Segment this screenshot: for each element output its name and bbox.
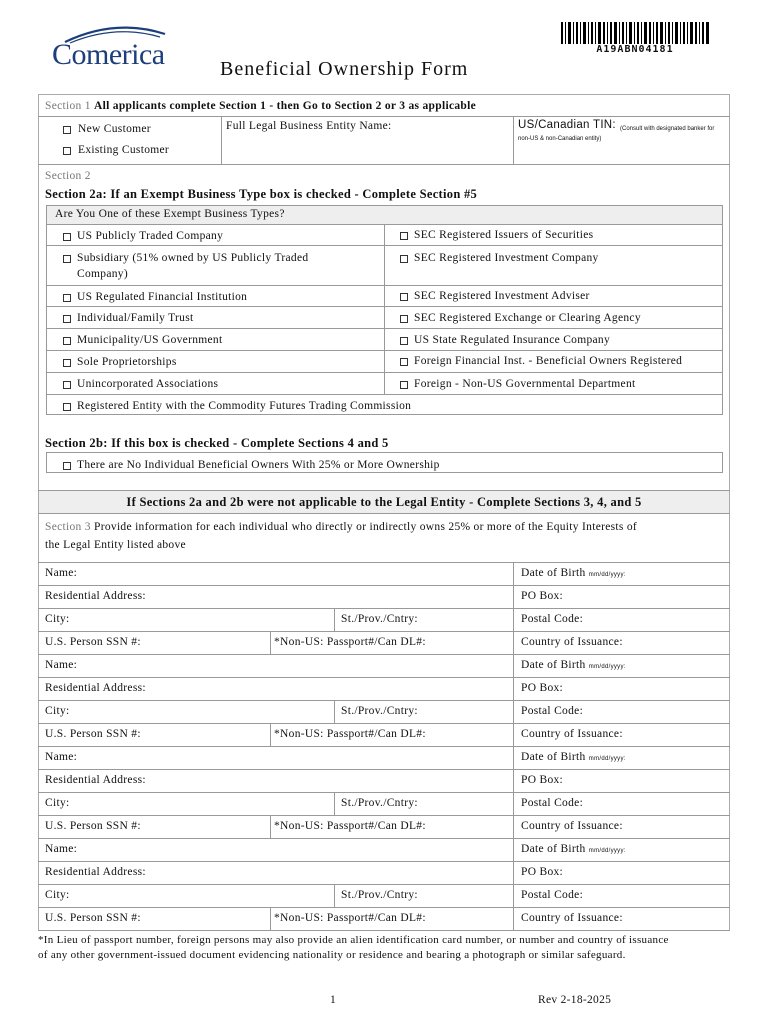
- owner-passport-label: *Non-US: Passport#/Can DL#:: [274, 820, 426, 832]
- insurance-company-checkbox[interactable]: [400, 337, 408, 345]
- option-label: Sole Proprietorships: [77, 356, 177, 368]
- owner-passport-label: *Non-US: Passport#/Can DL#:: [274, 728, 426, 740]
- family-trust-checkbox[interactable]: [63, 315, 71, 323]
- subsidiary-checkbox[interactable]: [63, 255, 71, 263]
- owner-postal-label: Postal Code:: [521, 797, 584, 809]
- option-label: Foreign Financial Inst. - Beneficial Owners Registered: [414, 355, 683, 367]
- sec-investment-adviser-checkbox[interactable]: [400, 293, 408, 301]
- option-label: There are No Individual Beneficial Owners With 25% or More Ownership: [77, 459, 440, 471]
- section2b-heading: Section 2b: If this box is checked - Complete Sections 4 and 5: [45, 436, 389, 450]
- owner-address-label: Residential Address:: [45, 590, 146, 602]
- option-label: US Regulated Financial Institution: [77, 291, 248, 303]
- owner-pobox-label: PO Box:: [521, 866, 564, 878]
- option-label: Registered Entity with the Commodity Futures Trading Commission: [77, 400, 412, 412]
- owner-city-input[interactable]: [80, 609, 330, 630]
- owner-pobox-label: PO Box:: [521, 590, 564, 602]
- comerica-logo: [52, 24, 192, 72]
- owner-state-label: St./Prov./Cntry:: [341, 705, 418, 717]
- footnote-line1: *In Lieu of passport number, foreign persons may also provide an alien identification card number, or number and country of issuance: [38, 934, 669, 946]
- owner-name-label: Name:: [45, 659, 78, 671]
- owner-address-input[interactable]: [160, 770, 510, 791]
- option-label: US State Regulated Insurance Company: [414, 334, 611, 346]
- us-public-company-checkbox[interactable]: [63, 233, 71, 241]
- owner-issuance-label: Country of Issuance:: [521, 636, 623, 648]
- owner-address-input[interactable]: [160, 862, 510, 883]
- exempt-question: Are You One of these Exempt Business Types?: [55, 208, 285, 220]
- section2-label: Section 2: [45, 170, 91, 182]
- owner-dob-label: Date of Birth mm/dd/yyyy:: [521, 659, 626, 671]
- owner-ssn-label: U.S. Person SSN #:: [45, 820, 141, 832]
- owner-ssn-label: U.S. Person SSN #:: [45, 912, 141, 924]
- option-label: Foreign - Non-US Governmental Department: [414, 378, 636, 390]
- owner-passport-label: *Non-US: Passport#/Can DL#:: [274, 912, 426, 924]
- section2a-heading: Section 2a: If an Exempt Business Type box is checked - Complete Section #5: [45, 187, 478, 201]
- owner-city-label: City:: [45, 797, 70, 809]
- owner-city-input[interactable]: [80, 793, 330, 814]
- section3-intro: Section 3 Provide information for each individual who directly or indirectly owns 25% or more of the Equity Interests of: [45, 521, 638, 533]
- owner-postal-label: Postal Code:: [521, 889, 584, 901]
- owner-name-label: Name:: [45, 843, 78, 855]
- municipality-checkbox[interactable]: [63, 337, 71, 345]
- tin-input[interactable]: [517, 138, 725, 162]
- owner-dob-label: Date of Birth mm/dd/yyyy:: [521, 751, 626, 763]
- owner-name-input[interactable]: [120, 747, 510, 768]
- owner-name-input[interactable]: [120, 563, 510, 584]
- form-title: Beneficial Ownership Form: [220, 58, 469, 80]
- owner-address-label: Residential Address:: [45, 866, 146, 878]
- tin-note: (Consult with designated banker for non-US & non-Canadian entity): [518, 126, 715, 142]
- owner-address-input[interactable]: [160, 586, 510, 607]
- owner-city-label: City:: [45, 705, 70, 717]
- new-customer-label: New Customer: [78, 123, 151, 135]
- owner-name-label: Name:: [45, 751, 78, 763]
- section1-heading: Section 1 All applicants complete Section 1 - then Go to Section 2 or 3 as applicable: [45, 100, 476, 112]
- existing-customer-label: Existing Customer: [78, 144, 170, 156]
- sec-exchange-checkbox[interactable]: [400, 315, 408, 323]
- foreign-financial-checkbox[interactable]: [400, 358, 408, 366]
- owner-state-label: St./Prov./Cntry:: [341, 613, 418, 625]
- footnote-line2: of any other government-issued document evidencing nationality or residence and bearing a photograph or similar safeguard.: [38, 949, 626, 961]
- owner-dob-label: Date of Birth mm/dd/yyyy:: [521, 567, 626, 579]
- owner-city-input[interactable]: [80, 885, 330, 906]
- owner-passport-label: *Non-US: Passport#/Can DL#:: [274, 636, 426, 648]
- foreign-government-checkbox[interactable]: [400, 381, 408, 389]
- entity-name-label: Full Legal Business Entity Name:: [226, 120, 392, 132]
- option-label: Municipality/US Government: [77, 334, 223, 346]
- option-label: SEC Registered Investment Company: [414, 252, 599, 264]
- owner-pobox-label: PO Box:: [521, 774, 564, 786]
- barcode-number: A19ABN04181: [596, 44, 674, 55]
- us-financial-institution-checkbox[interactable]: [63, 294, 71, 302]
- owner-name-input[interactable]: [120, 655, 510, 676]
- barcode-icon: [561, 22, 709, 44]
- tin-label: US/Canadian TIN:: [518, 119, 616, 131]
- owner-city-label: City:: [45, 889, 70, 901]
- cftc-entity-checkbox[interactable]: [63, 403, 71, 411]
- sections-3-5-banner: If Sections 2a and 2b were not applicable to the Legal Entity - Complete Sections 3, 4, and 5: [126, 495, 642, 509]
- owner-postal-label: Postal Code:: [521, 613, 584, 625]
- option-label: US Publicly Traded Company: [77, 230, 224, 242]
- revision-date: Rev 2-18-2025: [538, 994, 612, 1006]
- option-label: SEC Registered Issuers of Securities: [414, 229, 594, 241]
- owner-address-label: Residential Address:: [45, 682, 146, 694]
- no-beneficial-owners-checkbox[interactable]: [63, 462, 71, 470]
- owner-postal-label: Postal Code:: [521, 705, 584, 717]
- option-label: Subsidiary (51% owned by US Publicly Traded: [77, 252, 309, 264]
- owner-issuance-label: Country of Issuance:: [521, 728, 623, 740]
- owner-dob-label: Date of Birth mm/dd/yyyy:: [521, 843, 626, 855]
- entity-name-input[interactable]: [225, 133, 510, 161]
- owner-ssn-label: U.S. Person SSN #:: [45, 636, 141, 648]
- sec-investment-company-checkbox[interactable]: [400, 255, 408, 263]
- brand-name: Comerica: [52, 38, 165, 71]
- page-number: 1: [330, 994, 337, 1006]
- new-customer-checkbox[interactable]: [63, 126, 71, 134]
- owner-name-label: Name:: [45, 567, 78, 579]
- existing-customer-checkbox[interactable]: [63, 147, 71, 155]
- option-label: SEC Registered Exchange or Clearing Agency: [414, 312, 641, 324]
- owner-city-input[interactable]: [80, 701, 330, 722]
- owner-city-label: City:: [45, 613, 70, 625]
- owner-pobox-label: PO Box:: [521, 682, 564, 694]
- owner-issuance-label: Country of Issuance:: [521, 912, 623, 924]
- option-label: Individual/Family Trust: [77, 312, 194, 324]
- unincorporated-checkbox[interactable]: [63, 381, 71, 389]
- option-label: SEC Registered Investment Adviser: [414, 290, 590, 302]
- owner-state-label: St./Prov./Cntry:: [341, 889, 418, 901]
- owner-ssn-label: U.S. Person SSN #:: [45, 728, 141, 740]
- option-label-cont: Company): [77, 268, 128, 280]
- option-label: Unincorporated Associations: [77, 378, 219, 390]
- owner-address-label: Residential Address:: [45, 774, 146, 786]
- owner-name-input[interactable]: [120, 839, 510, 860]
- owner-state-label: St./Prov./Cntry:: [341, 797, 418, 809]
- section3-intro-cont: the Legal Entity listed above: [45, 539, 186, 551]
- sole-proprietorship-checkbox[interactable]: [63, 359, 71, 367]
- sec-issuers-checkbox[interactable]: [400, 232, 408, 240]
- owner-issuance-label: Country of Issuance:: [521, 820, 623, 832]
- owner-address-input[interactable]: [160, 678, 510, 699]
